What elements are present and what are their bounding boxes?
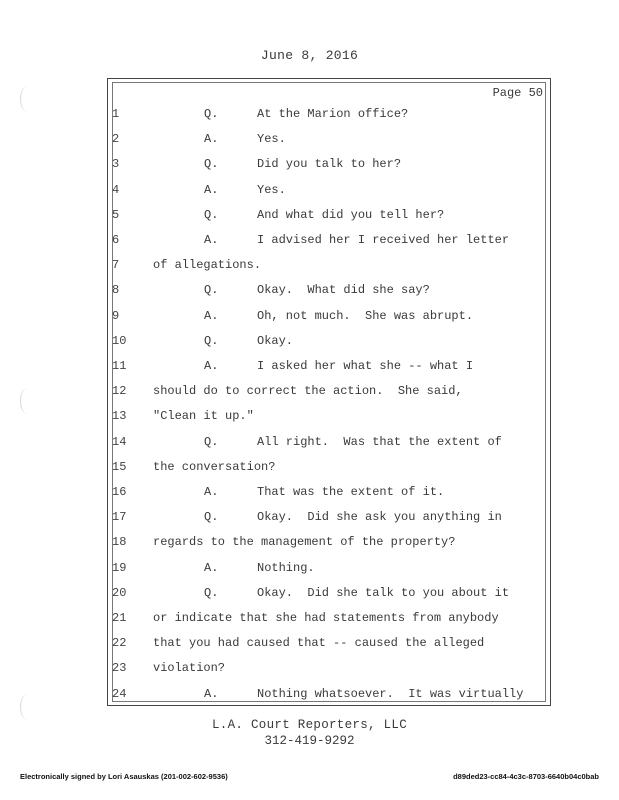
line-text: Okay. Did she talk to you about it — [257, 585, 510, 600]
transcript-line — [0, 684, 619, 704]
footer-phone: 312-419-9292 — [264, 734, 355, 748]
line-number: 2 — [112, 132, 120, 147]
speaker-label: Q. — [204, 510, 219, 525]
speaker-label: A. — [204, 686, 219, 701]
line-text: All right. Was that the extent of — [257, 434, 502, 449]
line-number: 9 — [112, 308, 120, 323]
transcript-line — [0, 457, 619, 477]
line-text: Oh, not much. She was abrupt. — [257, 308, 474, 323]
line-text: Yes. — [257, 132, 286, 147]
speaker-label: Q. — [204, 585, 219, 600]
speaker-label: A. — [204, 308, 219, 323]
speaker-label: Q. — [204, 107, 219, 121]
transcript-line — [0, 205, 619, 225]
transcript-line — [0, 255, 619, 275]
speaker-label: A. — [204, 359, 219, 373]
line-number: 15 — [112, 459, 127, 474]
line-number: 13 — [112, 409, 127, 424]
line-text: of allegations. — [153, 258, 262, 273]
line-text: or indicate that she had statements from anybody — [153, 611, 499, 625]
line-text: At the Marion office? — [257, 107, 409, 121]
signature-text: Electronically signed by Lori Asauskas (201-002-602-9536) — [20, 772, 228, 781]
footer-reporter: L.A. Court Reporters, LLC — [211, 718, 408, 732]
line-number: 5 — [112, 207, 120, 222]
line-text: Nothing whatsoever. It was virtually — [257, 686, 524, 701]
line-number: 12 — [112, 384, 127, 399]
transcript-line — [0, 280, 619, 300]
line-number: 17 — [112, 510, 127, 525]
line-text: "Clean it up." — [153, 409, 254, 424]
line-number: 10 — [112, 333, 127, 348]
transcript-line — [0, 633, 619, 653]
transcript-line — [0, 583, 619, 603]
transcript-line — [0, 230, 619, 250]
line-text: That was the extent of it. — [257, 485, 445, 499]
transcript-line — [0, 507, 619, 527]
transcript-line — [0, 356, 619, 376]
transcript-line — [0, 658, 619, 678]
line-text: that you had caused that -- caused the alleged — [153, 636, 485, 651]
line-text: Okay. Did she ask you anything in — [257, 510, 502, 525]
line-text: Okay. What did she say? — [257, 283, 430, 298]
line-number: 1 — [112, 107, 120, 121]
line-text: I asked her what she -- what I — [257, 359, 474, 373]
line-text: should do to correct the action. She said, — [153, 384, 463, 399]
line-text: Okay. — [257, 333, 294, 348]
transcript-line — [0, 381, 619, 401]
line-text: Nothing. — [257, 560, 315, 575]
transcript-line — [0, 406, 619, 426]
line-number: 19 — [112, 560, 127, 575]
transcript-line — [0, 532, 619, 552]
speaker-label: Q. — [204, 157, 219, 172]
line-number: 23 — [112, 661, 127, 676]
transcript-line — [0, 558, 619, 578]
line-text: Did you talk to her? — [257, 157, 402, 172]
line-number: 16 — [112, 485, 127, 499]
line-number: 22 — [112, 636, 127, 651]
speaker-label: Q. — [204, 283, 219, 298]
line-text: Yes. — [257, 182, 286, 197]
transcript-line — [0, 482, 619, 502]
line-text: regards to the management of the property? — [153, 535, 456, 550]
header-date: June 8, 2016 — [260, 48, 359, 63]
speaker-label: A. — [204, 485, 219, 499]
transcript-line — [0, 180, 619, 200]
speaker-label: Q. — [204, 207, 219, 222]
line-number: 21 — [112, 611, 127, 625]
line-number: 6 — [112, 233, 120, 247]
transcript-line — [0, 129, 619, 149]
transcript-line — [0, 331, 619, 351]
document-id: d89ded23-cc84-4c3c-8703-6640b04c0bab — [453, 772, 599, 781]
line-number: 3 — [112, 157, 120, 172]
line-number: 18 — [112, 535, 127, 550]
transcript-line — [0, 104, 619, 124]
speaker-label: Q. — [204, 333, 219, 348]
line-number: 8 — [112, 283, 120, 298]
line-number: 24 — [112, 686, 127, 701]
line-text: I advised her I received her letter — [257, 233, 510, 247]
page-number: Page 50 — [492, 86, 543, 100]
speaker-label: A. — [204, 182, 219, 197]
line-text: the conversation? — [153, 459, 276, 474]
transcript-line — [0, 608, 619, 628]
transcript-line — [0, 432, 619, 452]
line-text: violation? — [153, 661, 226, 676]
line-number: 7 — [112, 258, 120, 273]
speaker-label: Q. — [204, 434, 219, 449]
line-number: 20 — [112, 585, 127, 600]
line-number: 14 — [112, 434, 127, 449]
line-number: 11 — [112, 359, 127, 373]
line-text: And what did you tell her? — [257, 207, 445, 222]
transcript-line — [0, 154, 619, 174]
speaker-label: A. — [204, 560, 219, 575]
speaker-label: A. — [204, 233, 219, 247]
transcript-line — [0, 306, 619, 326]
line-number: 4 — [112, 182, 120, 197]
speaker-label: A. — [204, 132, 219, 147]
